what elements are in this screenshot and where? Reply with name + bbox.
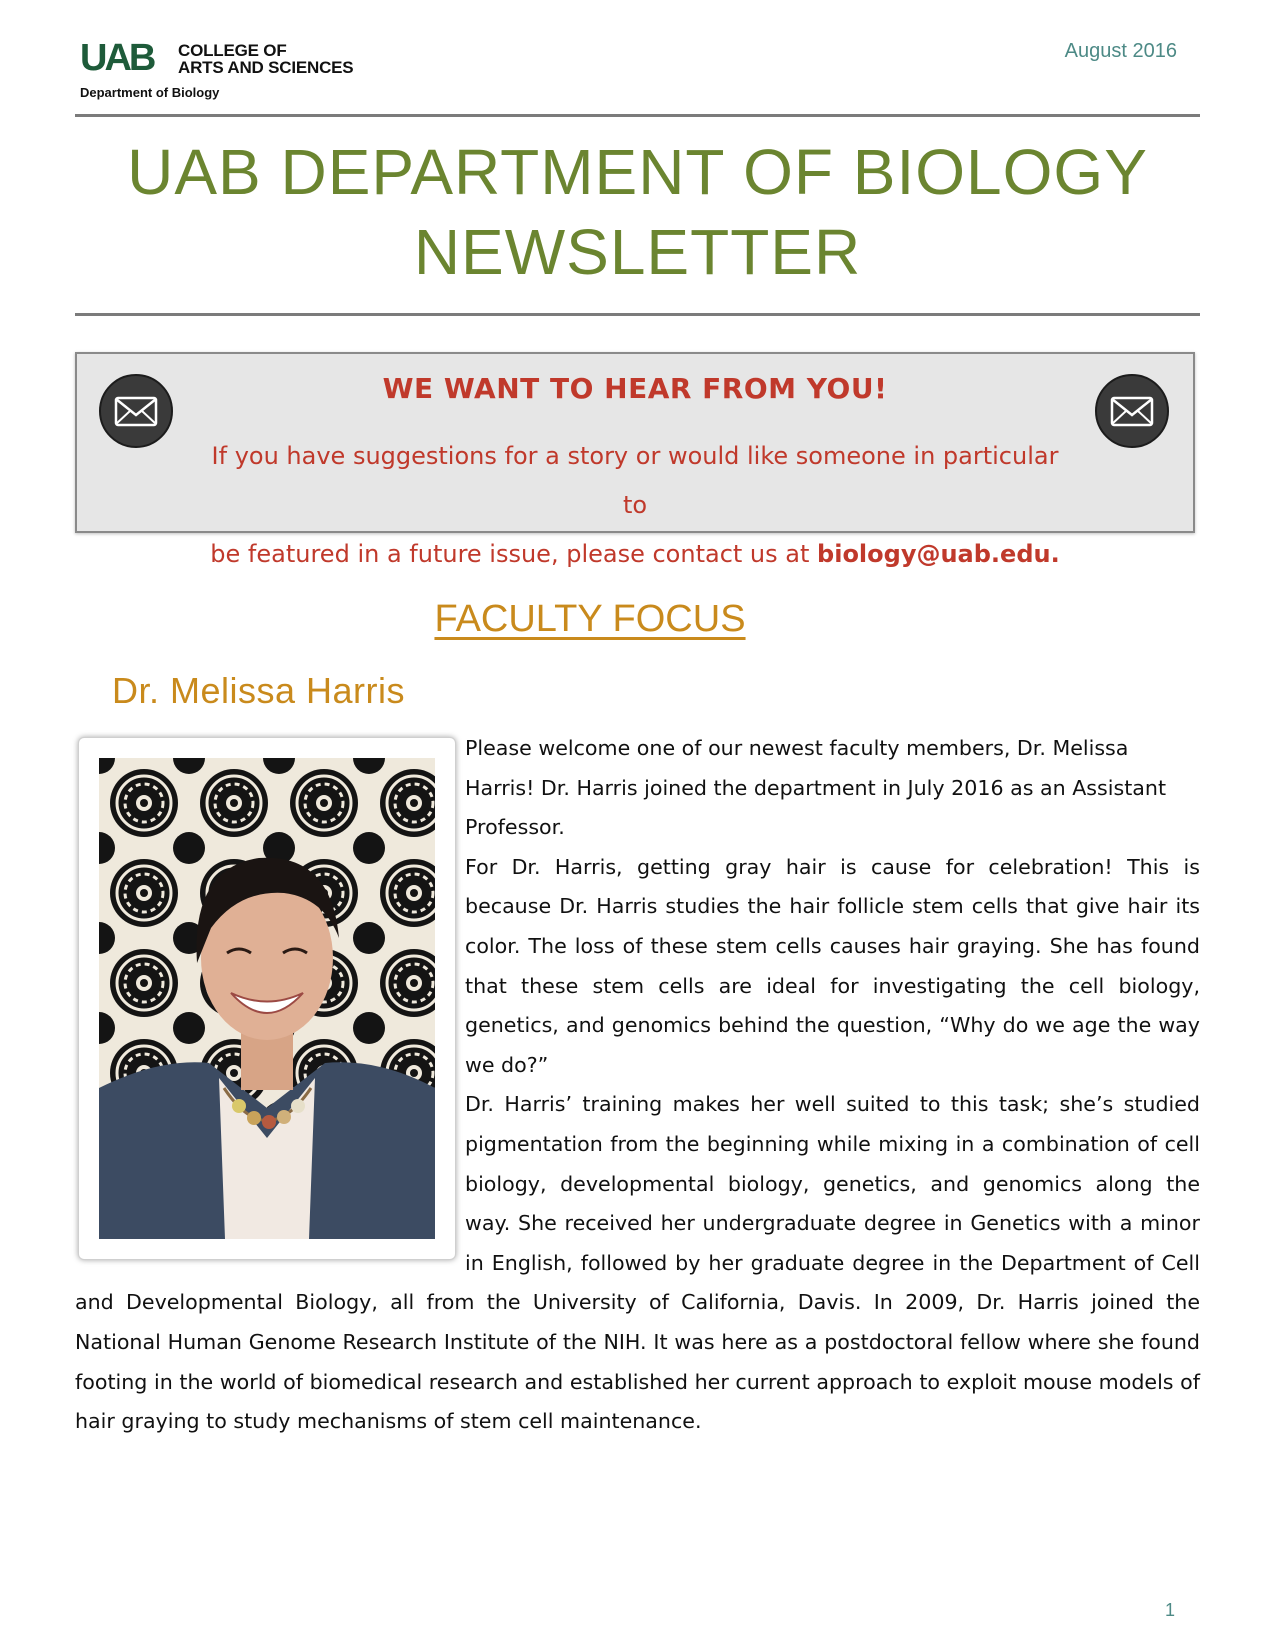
header-divider-top [75, 114, 1200, 117]
college-logo [78, 40, 378, 102]
newsletter-title [75, 132, 1200, 292]
callout-body-line1: If you have suggestions for a story or would like someone in particular to [211, 442, 1059, 519]
header-divider-bottom [75, 313, 1200, 316]
college-name [178, 42, 353, 76]
article-paragraph-2: For Dr. Harris, getting gray hair is cause for celebration! This is because Dr. Harris studies the hair follicle stem cells that give hair its color. The loss of these stem cells causes hair graying. She has found that these stem cells are ideal for investigating the cell biology, genetics, and genomics behind the question, “Why do we age the way we do?” [465, 854, 1200, 1077]
article-paragraph-3: Dr. Harris’ training makes her well suited to this task; she’s studied pigmentation from the beginning while mixing in a combination of cell biology, developmental biology, genetics, and genomics along the way. She received her undergraduate degree in Genetics with a minor in English, followed by her graduate degree in the Department of Cell and Developmental Biology, all from the University of California, Davis. In 2009, Dr. Harris joined the National Human Genome Research Institute of the NIH. It was here as a postdoctoral fellow where she found footing in the world of biomedical research and established her current approach to exploit mouse models of hair graying to study mechanisms of stem cell maintenance. [75, 1092, 1200, 1434]
callout-body [197, 432, 1073, 579]
page-number: 1 [1164, 1600, 1175, 1620]
contact-email-link[interactable]: biology@uab.edu. [817, 540, 1060, 568]
photo-float-spacer [75, 729, 465, 1279]
college-name-line2: ARTS AND SCIENCES [178, 58, 354, 77]
uab-logo-mark [78, 40, 176, 76]
article-paragraph-1: Please welcome one of our newest faculty members, Dr. Melissa Harris! Dr. Harris joined the department in July 2016 as an Assistant Professor. [465, 736, 1167, 840]
callout-body-line2 [197, 530, 1073, 579]
uab-logo-letters: UAB [80, 40, 154, 76]
newsletter-title-line2: NEWSLETTER [413, 216, 862, 288]
newsletter-title-line1: UAB DEPARTMENT OF BIOLOGY [127, 136, 1148, 208]
faculty-name: Dr. Melissa Harris [112, 670, 406, 711]
department-name: Department of Biology [80, 85, 220, 100]
contact-callout [75, 352, 1195, 568]
college-name-line1: COLLEGE OF [178, 41, 287, 60]
issue-date: August 2016 [1064, 40, 1177, 62]
callout-body-line2-prefix: be featured in a future issue, please contact us at [210, 540, 810, 568]
faculty-article [75, 729, 1200, 1442]
callout-heading: WE WANT TO HEAR FROM YOU! [382, 372, 888, 405]
section-title: FACULTY FOCUS [434, 598, 746, 640]
